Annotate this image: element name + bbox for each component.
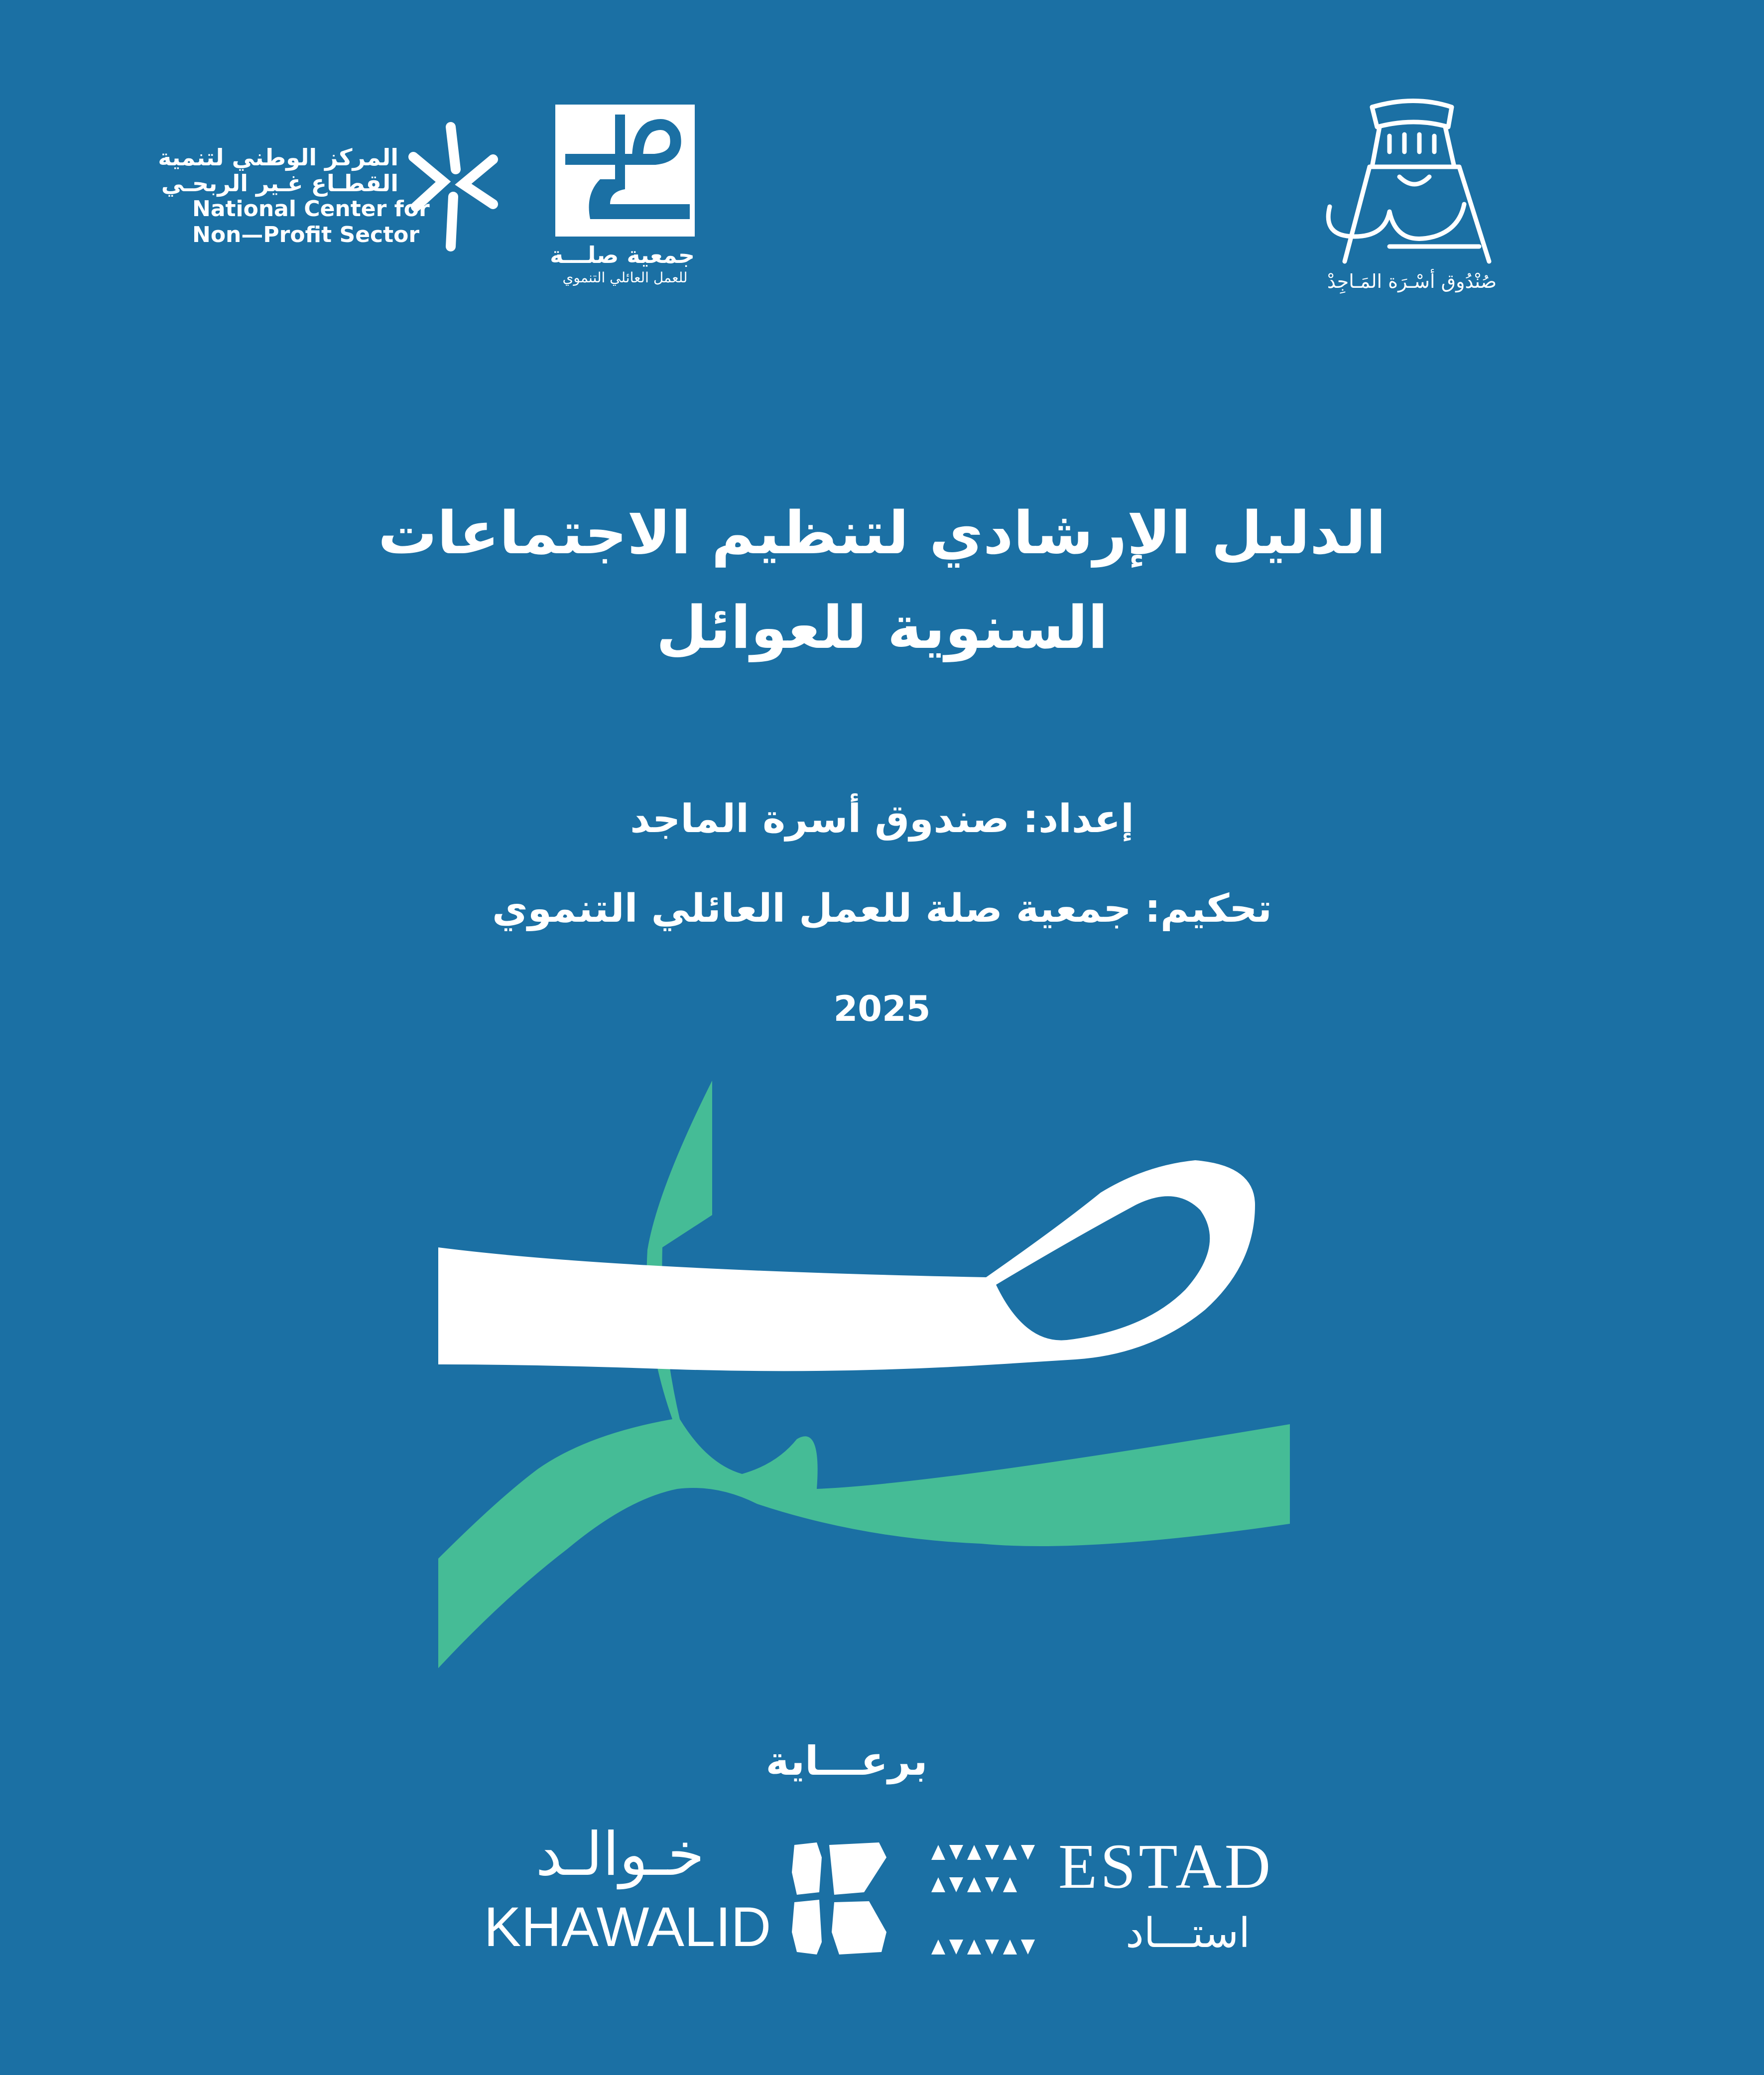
khawalid-stones-icon: [789, 1842, 889, 1954]
document-title: [199, 486, 1565, 675]
majed-caption: صُنْدُوق أسْـرَة المَـاجِدْ: [1327, 270, 1497, 292]
estad-triangles-icon: [931, 1842, 1041, 1957]
reviewed-by: تحكيم: جمعية صلة للعمل العائلي التنموي: [492, 886, 1272, 931]
khawalid-name-en: KHAWALID: [484, 1896, 771, 1958]
sila-small-tagline: للعمل العائلي التنموي: [562, 269, 688, 286]
ncnp-name-en-line1: National Center for: [192, 196, 430, 222]
ncnp-name-en-line2: Non—Profit Sector: [192, 222, 420, 247]
prepared-by: إعداد: صندوق أسرة الماجد: [630, 797, 1134, 842]
ncnp-logo-text: [158, 144, 430, 248]
ncnp-name-ar-line2: القطـاع غـير الربحـي: [161, 170, 398, 197]
majed-logo: [1315, 97, 1509, 296]
publication-year: 2025: [833, 988, 931, 1029]
sila-large-logo-icon: [438, 1076, 1295, 1673]
estad-name-en: ESTAD: [1058, 1831, 1274, 1902]
ncnp-name-ar-line1: المركز الوطني لتنمية: [158, 144, 398, 171]
sila-calligraphy-icon: [555, 105, 695, 237]
khawalid-name-ar: خـوالـد: [535, 1820, 705, 1889]
sponsorship-label: برعـــاية: [765, 1738, 928, 1784]
ncnp-asterisk-icon: [403, 122, 505, 254]
sila-small-logo: [550, 105, 695, 296]
estad-name-ar: استـــاد: [1126, 1910, 1250, 1957]
majed-tower-icon: [1315, 97, 1509, 266]
title-line1: الدليل الإرشادي لتنظيم الاجتماعات: [378, 498, 1386, 567]
title-line2: السنوية للعوائل: [656, 593, 1108, 662]
sila-small-name: جمعية صلـــة: [550, 242, 695, 268]
